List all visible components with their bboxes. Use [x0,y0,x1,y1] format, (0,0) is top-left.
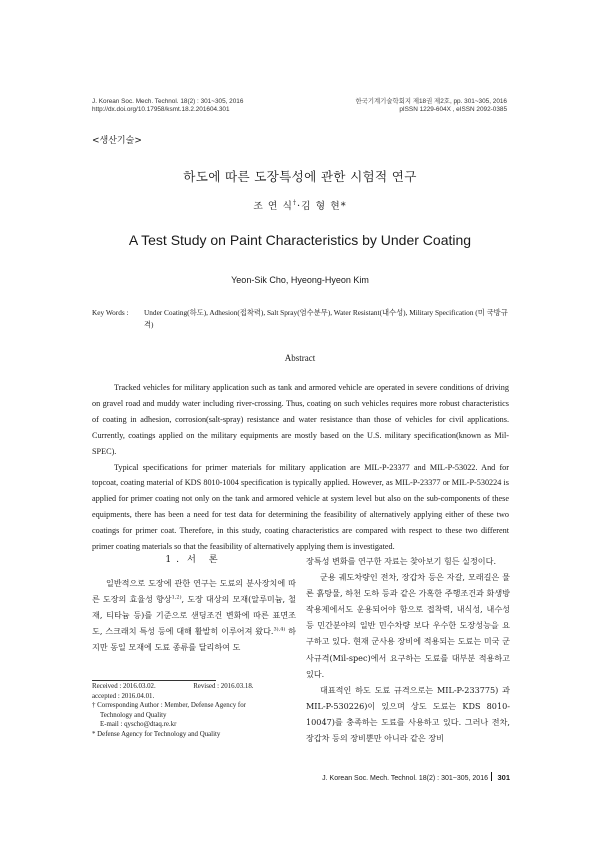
footer-citation: J. Korean Soc. Mech. Technol. 18(2) : 301~305, 2016 [322,775,488,782]
corresponding-author: † Corresponding Author : Member, Defense Agency for [92,702,246,710]
journal-issn-header [267,98,507,115]
reference-mark: 1,2) [171,594,182,601]
body-left-column [92,552,296,656]
title-english: A Test Study on Paint Characteristics by Under Coating [128,232,472,248]
section-heading [92,552,296,568]
body-paragraph: 장특성 변화를 연구한 자료는 찾아보기 힘든 실정이다. [306,556,497,566]
author-second: 김 형 현* [301,201,347,212]
received-date: Received : 2016.03.02. [92,683,156,690]
journal-citation: J. Korean Soc. Mech. Technol. 18(2) : 301~305, 2016 [92,98,244,105]
author-separator: · [296,201,302,212]
body-paragraph: 대표적인 하도 도료 규격으로는 MIL-P-233775) 과 MIL-P-530226)이 있으며 상도 도료는 KDS 8010-10047)를 충족하는 도료를 사용하고 있다. 그러나 전차, 장갑차 등의 장비뿐만 아니라 같은 장비 [306,684,510,744]
corresponding-mark: † [292,199,297,207]
authors-korean [0,198,600,212]
revised-date: Revised : 2016.03.18. [193,683,254,690]
section-label: <생산기술> [92,136,142,146]
accepted-date: accepted : 2016.04.01. [92,692,155,700]
abstract-paragraph: Tracked vehicles for military application such as tank and armored vehicle are operated in severe conditions of driving on gravel road and muddy water including river-crossing. Thus, coating on such vehicles requires more robust characteristics of coating in adhesion, corrosion(salt-spray) resistance and water resistance than those of vehicles for civil applications. Currently, coatings applied on the military equipments are mostly based on the U.S. military specification(known as Mil-SPEC). [92,383,509,456]
body-right-column [306,553,510,746]
body-text: 일반적으로 도장에 관한 연구는 도료의 분사장치에 따른 도장의 효율성 향상 [92,578,296,605]
keywords-label: Key Words : [92,308,129,317]
footnote-divider [92,680,216,681]
title-korean: 하도에 따른 도장특성에 관한 시험적 연구 [183,169,417,184]
section-number: 1. [165,554,185,565]
received-dates [92,682,302,692]
reference-mark: 3),4) [273,626,286,633]
footer-divider [491,772,493,781]
abstract-paragraph: Typical specifications for primer materials for military application are MIL-P-23377 and MIL-P-53022. And for topcoat, coating material of KDS 8010-1004 specification is typically applied. However, as MIL-P-23377 or MIL-P-530224 is applied for primer coating not only on the tank and armored vehicle at system level but also on the sub-components of these equipments, there has been a need for test data for determining the feasibility of alternatively applying either of these two coatings for primer coat. Therefore, in this study, coating characteristics are compared with respect to these two different primer coating materials so that the feasibility of alternatively applying them is investigated. [92,462,509,552]
page-footer [322,772,510,782]
footnotes [92,682,302,740]
coauthor-affiliation: * Defense Agency for Technology and Quality [92,730,221,738]
author-first: 조 연 식 [253,201,293,212]
abstract-body [92,380,509,555]
body-text: , 도장 대상의 모재(알루미늄, 철재, 티타늄 등)를 기준으로 샌딩조건 변화에 따른 표면조도, 스크래치 특성 등에 대해 활발히 이루어져 왔다. [92,594,296,637]
corresponding-affiliation: Technology and Quality [100,711,167,719]
email[interactable]: E-mail : qyscho@dtaq.re.kr [100,721,177,729]
doi-link[interactable]: http://dx.doi.org/10.17958/ksmt.18.2.201604.301 [92,106,230,114]
authors-english: Yeon-Sik Cho, Hyeong-Hyeon Kim [231,275,369,285]
body-paragraph [92,575,296,655]
section-title: 서 론 [187,554,223,565]
keywords [92,307,509,329]
journal-citation-kr: 한국기계기술학회지 제18권 제2호, pp. 301~305, 2016 [355,98,507,105]
page-number: 301 [497,773,510,782]
body-text: 하지만 동일 모재에 도료 종류를 달리하여 도 [92,626,296,653]
keywords-text: Under Coating(하도), Adhesion(접착력), Salt Spray(염수분무), Water Resistant(내수성), Military Specification (미 국방규격) [144,308,508,329]
body-paragraph: 군용 궤도차량인 전차, 장갑차 등은 자갈, 모래길은 물론 흙탕물, 하천 도하 등과 같은 가혹한 주행조건과 화생방작용제에서도 운용되어야 함으로 접착력, 내식성, 내수성 등 민간분야의 일반 민수차량 보다 우수한 도장성능을 요구하고 있다. 현재 군사용 장비에 적용되는 도료는 미국 군사규격(Mil-spec)에서 요구하는 도료를 대부분 적용하고 있다. [306,572,510,679]
issn: pISSN 1229-604X , eISSN 2092-0385 [399,106,507,114]
abstract-title: Abstract [284,353,316,363]
